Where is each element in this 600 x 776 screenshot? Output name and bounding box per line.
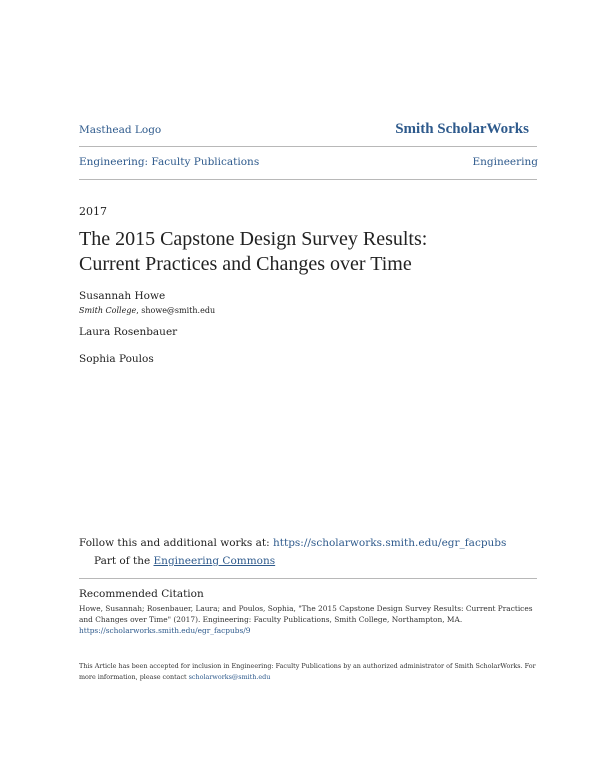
series-link[interactable]: Engineering: Faculty Publications xyxy=(79,156,260,168)
follow-text: Follow this and additional works at: xyxy=(79,537,273,549)
author-1-institution: Smith College xyxy=(79,306,137,315)
author-1-name: Susannah Howe xyxy=(79,290,166,302)
brand-title[interactable]: Smith ScholarWorks xyxy=(395,121,529,137)
contact-email-link[interactable]: scholarworks@smith.edu xyxy=(188,673,271,681)
citation-divider xyxy=(79,578,537,579)
title-line-1: The 2015 Capstone Design Survey Results: xyxy=(79,228,428,250)
title-line-2: Current Practices and Changes over Time xyxy=(79,253,412,275)
citation-text: Howe, Susannah; Rosenbauer, Laura; and Poulos, Sophia, "The 2015 Capstone Design Survey Results: Current Practices and Changes over Time" (2017). Engineering: Faculty Publications, Smith College, Northampton, MA. xyxy=(79,604,533,624)
engineering-commons-link[interactable]: Engineering Commons xyxy=(153,555,276,567)
author-1-affiliation xyxy=(79,306,215,315)
notice-text: This Article has been accepted for inclusion in Engineering: Faculty Publications by an authorized administrator of Smith ScholarWorks. For more information, please contact xyxy=(79,662,536,681)
citation-url-link[interactable]: https://scholarworks.smith.edu/egr_facpubs/9 xyxy=(79,626,251,635)
author-2-name: Laura Rosenbauer xyxy=(79,326,178,338)
inclusion-notice xyxy=(79,661,539,683)
citation-heading: Recommended Citation xyxy=(79,588,204,600)
author-3-name: Sophia Poulos xyxy=(79,353,154,365)
follow-line xyxy=(79,537,506,549)
discipline-link[interactable]: Engineering xyxy=(472,156,538,168)
author-1-email: , showe@smith.edu xyxy=(136,306,216,315)
masthead-logo-link[interactable]: Masthead Logo xyxy=(79,124,162,136)
part-of-text: Part of the xyxy=(94,555,154,567)
citation-block xyxy=(79,603,539,636)
collection-url-link[interactable]: https://scholarworks.smith.edu/egr_facpubs xyxy=(273,537,507,549)
part-of-line xyxy=(94,555,275,567)
publication-year: 2017 xyxy=(79,205,107,218)
series-divider xyxy=(79,179,537,180)
document-title xyxy=(79,227,549,277)
header-divider xyxy=(79,146,537,147)
